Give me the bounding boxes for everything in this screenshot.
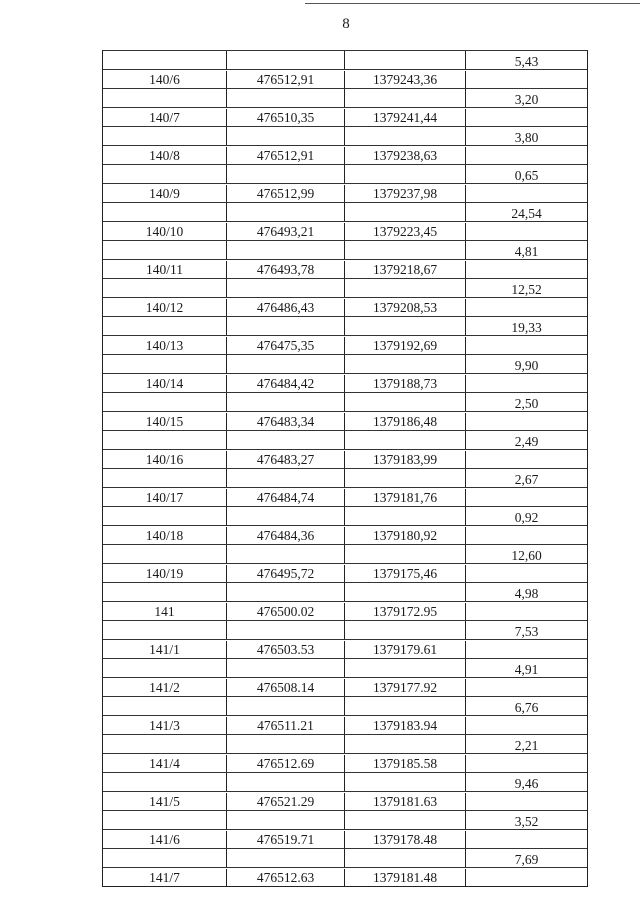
y-coordinate-cell: [345, 697, 466, 715]
table-row-distance: [103, 734, 587, 753]
point-id-cell: 140/12: [103, 299, 227, 317]
distance-cell: 2,49: [514, 434, 539, 449]
point-id-cell: [103, 89, 227, 107]
y-coordinate-cell: 1379238,63: [345, 147, 466, 165]
table-row-point: [103, 829, 587, 848]
y-coordinate-cell: [345, 545, 466, 563]
distance-cell: [466, 792, 587, 810]
y-coordinate-cell: 1379180,92: [345, 527, 466, 545]
y-coordinate-cell: 1379181,76: [345, 489, 466, 507]
x-coordinate-cell: [227, 659, 345, 677]
coordinates-table: [102, 50, 588, 887]
y-coordinate-cell: [345, 165, 466, 183]
distance-cell: [466, 184, 587, 202]
table-row-distance: [103, 544, 587, 563]
x-coordinate-cell: 476508.14: [227, 679, 345, 697]
table-row-point: [103, 259, 587, 278]
distance-cell: [466, 526, 587, 544]
table-row-point: [103, 69, 587, 88]
y-coordinate-cell: 1379179.61: [345, 641, 466, 659]
distance-cell: 12,60: [511, 548, 542, 563]
point-id-cell: [103, 241, 227, 259]
point-id-cell: 140/19: [103, 565, 227, 583]
table-row-distance: [103, 316, 587, 335]
y-coordinate-cell: [345, 431, 466, 449]
table-row-distance: [103, 354, 587, 373]
y-coordinate-cell: 1379218,67: [345, 261, 466, 279]
distance-cell: [466, 450, 587, 468]
x-coordinate-cell: [227, 431, 345, 449]
point-id-cell: [103, 203, 227, 221]
table-row-point: [103, 867, 587, 886]
distance-cell: 3,20: [514, 92, 539, 107]
table-row-point: [103, 791, 587, 810]
point-id-cell: [103, 355, 227, 373]
point-id-cell: 140/11: [103, 261, 227, 279]
x-coordinate-cell: [227, 621, 345, 639]
point-id-cell: 140/13: [103, 337, 227, 355]
table-row-distance: [103, 50, 587, 69]
distance-cell: 3,80: [514, 130, 539, 145]
table-row-distance: [103, 810, 587, 829]
distance-cell: 4,91: [514, 662, 539, 677]
table-row-distance: [103, 202, 587, 221]
table-row-distance: [103, 164, 587, 183]
table-row-point: [103, 487, 587, 506]
y-coordinate-cell: [345, 507, 466, 525]
y-coordinate-cell: [345, 811, 466, 829]
point-id-cell: [103, 393, 227, 411]
x-coordinate-cell: [227, 697, 345, 715]
y-coordinate-cell: 1379175,46: [345, 565, 466, 583]
point-id-cell: [103, 697, 227, 715]
point-id-cell: [103, 165, 227, 183]
point-id-cell: [103, 811, 227, 829]
distance-cell: 7,53: [514, 624, 539, 639]
y-coordinate-cell: 1379181.63: [345, 793, 466, 811]
point-id-cell: 140/16: [103, 451, 227, 469]
x-coordinate-cell: 476484,36: [227, 527, 345, 545]
point-id-cell: 141/2: [103, 679, 227, 697]
y-coordinate-cell: 1379223,45: [345, 223, 466, 241]
y-coordinate-cell: [345, 393, 466, 411]
x-coordinate-cell: [227, 811, 345, 829]
x-coordinate-cell: 476512.69: [227, 755, 345, 773]
distance-cell: [466, 868, 587, 886]
point-id-cell: 140/9: [103, 185, 227, 203]
point-id-cell: 141/5: [103, 793, 227, 811]
x-coordinate-cell: [227, 583, 345, 601]
distance-cell: 2,67: [514, 472, 539, 487]
page-number: 8: [342, 16, 350, 32]
table-row-point: [103, 639, 587, 658]
x-coordinate-cell: 476503.53: [227, 641, 345, 659]
distance-cell: [466, 564, 587, 582]
distance-cell: 9,46: [514, 776, 539, 791]
x-coordinate-cell: 476521.29: [227, 793, 345, 811]
y-coordinate-cell: [345, 773, 466, 791]
y-coordinate-cell: [345, 735, 466, 753]
x-coordinate-cell: 476511.21: [227, 717, 345, 735]
y-coordinate-cell: [345, 203, 466, 221]
x-coordinate-cell: [227, 317, 345, 335]
x-coordinate-cell: [227, 393, 345, 411]
point-id-cell: [103, 545, 227, 563]
x-coordinate-cell: 476484,74: [227, 489, 345, 507]
table-row-point: [103, 335, 587, 354]
y-coordinate-cell: 1379192,69: [345, 337, 466, 355]
y-coordinate-cell: [345, 127, 466, 145]
y-coordinate-cell: [345, 279, 466, 297]
x-coordinate-cell: 476495,72: [227, 565, 345, 583]
point-id-cell: [103, 51, 227, 69]
table-row-distance: [103, 126, 587, 145]
x-coordinate-cell: 476493,78: [227, 261, 345, 279]
x-coordinate-cell: [227, 469, 345, 487]
point-id-cell: [103, 659, 227, 677]
y-coordinate-cell: [345, 355, 466, 373]
y-coordinate-cell: [345, 621, 466, 639]
distance-cell: [466, 298, 587, 316]
point-id-cell: [103, 507, 227, 525]
distance-cell: 2,21: [514, 738, 539, 753]
x-coordinate-cell: [227, 165, 345, 183]
table-row-point: [103, 107, 587, 126]
y-coordinate-cell: 1379178.48: [345, 831, 466, 849]
table-row-point: [103, 677, 587, 696]
y-coordinate-cell: 1379241,44: [345, 109, 466, 127]
x-coordinate-cell: [227, 735, 345, 753]
x-coordinate-cell: [227, 279, 345, 297]
point-id-cell: 141/6: [103, 831, 227, 849]
point-id-cell: [103, 583, 227, 601]
distance-cell: 12,52: [511, 282, 542, 297]
y-coordinate-cell: 1379172.95: [345, 603, 466, 621]
x-coordinate-cell: 476483,27: [227, 451, 345, 469]
distance-cell: 24,54: [511, 206, 542, 221]
table-row-distance: [103, 696, 587, 715]
point-id-cell: 141/1: [103, 641, 227, 659]
distance-cell: 9,90: [514, 358, 539, 373]
distance-cell: 2,50: [514, 396, 539, 411]
table-row-point: [103, 601, 587, 620]
distance-cell: [466, 754, 587, 772]
table-row-distance: [103, 620, 587, 639]
point-id-cell: [103, 127, 227, 145]
point-id-cell: [103, 735, 227, 753]
x-coordinate-cell: 476512,91: [227, 147, 345, 165]
header-rule: [305, 3, 640, 4]
y-coordinate-cell: [345, 51, 466, 69]
y-coordinate-cell: [345, 659, 466, 677]
point-id-cell: [103, 773, 227, 791]
distance-cell: 19,33: [511, 320, 542, 335]
x-coordinate-cell: 476510,35: [227, 109, 345, 127]
table-row-point: [103, 297, 587, 316]
point-id-cell: 140/14: [103, 375, 227, 393]
x-coordinate-cell: [227, 773, 345, 791]
table-row-distance: [103, 88, 587, 107]
table-row-point: [103, 525, 587, 544]
point-id-cell: 140/8: [103, 147, 227, 165]
x-coordinate-cell: 476484,42: [227, 375, 345, 393]
x-coordinate-cell: 476519.71: [227, 831, 345, 849]
x-coordinate-cell: [227, 545, 345, 563]
y-coordinate-cell: 1379188,73: [345, 375, 466, 393]
x-coordinate-cell: [227, 507, 345, 525]
distance-cell: [466, 488, 587, 506]
distance-cell: [466, 412, 587, 430]
table-row-point: [103, 563, 587, 582]
distance-cell: [466, 716, 587, 734]
table-row-distance: [103, 240, 587, 259]
distance-cell: [466, 70, 587, 88]
x-coordinate-cell: 476493,21: [227, 223, 345, 241]
distance-cell: [466, 602, 587, 620]
distance-cell: 0,65: [514, 168, 539, 183]
distance-cell: [466, 830, 587, 848]
distance-cell: [466, 640, 587, 658]
table-row-distance: [103, 506, 587, 525]
point-id-cell: 140/10: [103, 223, 227, 241]
x-coordinate-cell: [227, 51, 345, 69]
distance-cell: 0,92: [514, 510, 539, 525]
y-coordinate-cell: 1379208,53: [345, 299, 466, 317]
point-id-cell: 140/15: [103, 413, 227, 431]
y-coordinate-cell: [345, 583, 466, 601]
point-id-cell: 141/7: [103, 869, 227, 887]
x-coordinate-cell: 476475,35: [227, 337, 345, 355]
point-id-cell: [103, 849, 227, 867]
point-id-cell: 141/3: [103, 717, 227, 735]
point-id-cell: 141: [103, 603, 227, 621]
distance-cell: 4,81: [514, 244, 539, 259]
distance-cell: [466, 678, 587, 696]
y-coordinate-cell: [345, 241, 466, 259]
distance-cell: [466, 336, 587, 354]
point-id-cell: 140/17: [103, 489, 227, 507]
point-id-cell: 141/4: [103, 755, 227, 773]
x-coordinate-cell: 476500.02: [227, 603, 345, 621]
y-coordinate-cell: 1379183,99: [345, 451, 466, 469]
y-coordinate-cell: 1379185.58: [345, 755, 466, 773]
point-id-cell: [103, 317, 227, 335]
x-coordinate-cell: [227, 89, 345, 107]
distance-cell: 7,69: [514, 852, 539, 867]
y-coordinate-cell: [345, 469, 466, 487]
table-row-distance: [103, 848, 587, 867]
x-coordinate-cell: [227, 203, 345, 221]
distance-cell: [466, 374, 587, 392]
point-id-cell: [103, 431, 227, 449]
table-row-point: [103, 221, 587, 240]
table-row-point: [103, 183, 587, 202]
distance-cell: 4,98: [514, 586, 539, 601]
table-row-point: [103, 373, 587, 392]
y-coordinate-cell: [345, 849, 466, 867]
y-coordinate-cell: 1379186,48: [345, 413, 466, 431]
table-row-distance: [103, 278, 587, 297]
point-id-cell: [103, 469, 227, 487]
table-row-point: [103, 449, 587, 468]
table-row-distance: [103, 468, 587, 487]
x-coordinate-cell: 476486,43: [227, 299, 345, 317]
distance-cell: 3,52: [514, 814, 539, 829]
distance-cell: [466, 222, 587, 240]
y-coordinate-cell: [345, 89, 466, 107]
x-coordinate-cell: [227, 849, 345, 867]
x-coordinate-cell: 476512,91: [227, 71, 345, 89]
table-row-distance: [103, 392, 587, 411]
x-coordinate-cell: 476512.63: [227, 869, 345, 887]
table-row-point: [103, 145, 587, 164]
distance-cell: 6,76: [514, 700, 539, 715]
y-coordinate-cell: 1379237,98: [345, 185, 466, 203]
y-coordinate-cell: 1379243,36: [345, 71, 466, 89]
table-row-distance: [103, 658, 587, 677]
y-coordinate-cell: 1379183.94: [345, 717, 466, 735]
y-coordinate-cell: 1379181.48: [345, 869, 466, 887]
table-row-point: [103, 715, 587, 734]
point-id-cell: 140/7: [103, 109, 227, 127]
y-coordinate-cell: [345, 317, 466, 335]
table-row-point: [103, 411, 587, 430]
distance-cell: [466, 108, 587, 126]
point-id-cell: [103, 621, 227, 639]
point-id-cell: [103, 279, 227, 297]
distance-cell: [466, 260, 587, 278]
distance-cell: 5,43: [514, 54, 539, 69]
table-row-distance: [103, 582, 587, 601]
x-coordinate-cell: [227, 355, 345, 373]
point-id-cell: 140/18: [103, 527, 227, 545]
distance-cell: [466, 146, 587, 164]
x-coordinate-cell: [227, 241, 345, 259]
x-coordinate-cell: 476512,99: [227, 185, 345, 203]
table-row-point: [103, 753, 587, 772]
point-id-cell: 140/6: [103, 71, 227, 89]
table-row-distance: [103, 430, 587, 449]
x-coordinate-cell: [227, 127, 345, 145]
y-coordinate-cell: 1379177.92: [345, 679, 466, 697]
x-coordinate-cell: 476483,34: [227, 413, 345, 431]
table-row-distance: [103, 772, 587, 791]
